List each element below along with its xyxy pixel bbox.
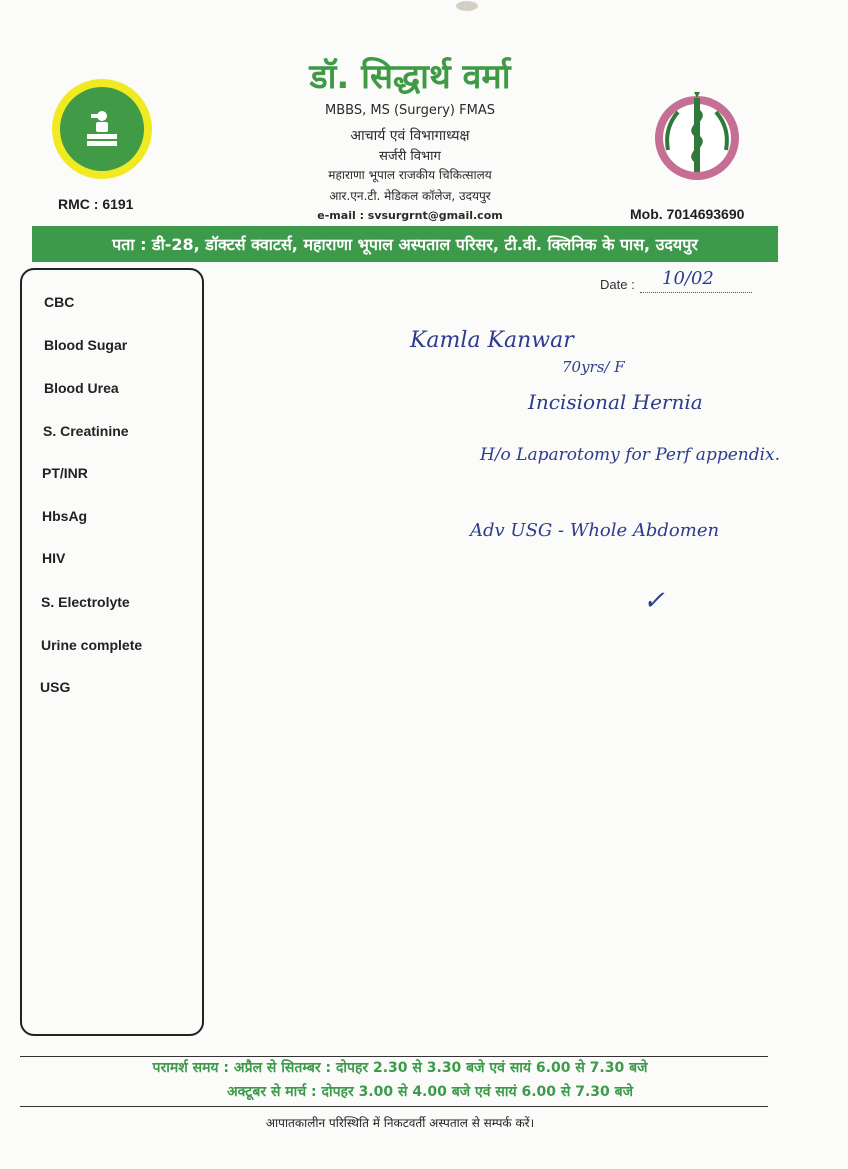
left-logo [52, 79, 152, 179]
test-item: CBC [44, 294, 75, 310]
test-item: Urine complete [41, 637, 143, 653]
hospital-name: महाराणा भूपाल राजकीय चिकित्सालय [328, 168, 492, 182]
patient-name: Kamla Kanwar [410, 328, 574, 353]
date-label: Date : [600, 277, 635, 292]
doctor-name: डॉ. सिद्धार्थ वर्मा [309, 57, 511, 97]
college-name: आर.एन.टी. मेडिकल कॉलेज, उदयपुर [329, 189, 491, 203]
footer-top-rule [20, 1056, 768, 1057]
test-item: S. Creatinine [43, 423, 129, 439]
test-item: HbsAg [42, 508, 88, 524]
emergency-note: आपातकालीन परिस्थिति में निकटवर्ती अस्पताल से सम्पर्क करें। [265, 1116, 535, 1130]
diagnosis: Incisional Hernia [528, 390, 703, 414]
email: e-mail : svsurgrnt@gmail.com [317, 209, 503, 222]
designation: आचार्य एवं विभागाध्यक्ष [350, 128, 470, 144]
test-item: HIV [42, 550, 66, 566]
tests-box [20, 268, 204, 1036]
history: H/o Laparotomy for Perf appendix. [480, 445, 781, 465]
test-item: PT/INR [42, 465, 88, 481]
address-text: पता : डी-28, डॉक्टर्स क्वाटर्स, महाराणा भूपाल अस्पताल परिसर, टी.वी. क्लिनिक के पास, उदयपुर [112, 235, 698, 254]
date-value: 10/02 [662, 268, 714, 289]
signature-mark: ✓ [643, 586, 665, 616]
test-item: S. Electrolyte [41, 594, 130, 610]
consultation-hours-2: अक्टूबर से मार्च : दोपहर 3.00 से 4.00 बजे एवं सायं 6.00 से 7.30 बजे [226, 1084, 634, 1100]
degrees: MBBS, MS (Surgery) FMAS [325, 103, 495, 118]
rmc-number: RMC : 6191 [58, 196, 134, 212]
consultation-hours-1: परामर्श समय : अप्रैल से सितम्बर : दोपहर 2.30 से 3.30 बजे एवं सायं 6.00 से 7.30 बजे [152, 1060, 648, 1076]
department: सर्जरी विभाग [379, 149, 441, 164]
test-item: Blood Urea [44, 380, 119, 396]
caduceus-emblem-icon [650, 88, 745, 183]
address-band [32, 226, 778, 262]
test-item: USG [40, 679, 71, 695]
patient-age-sex: 70yrs/ F [562, 358, 625, 376]
footer-bottom-rule [20, 1106, 768, 1107]
surgeon-emblem-icon [60, 87, 144, 171]
stain-mark [454, 0, 480, 12]
mobile-number: Mob. 7014693690 [630, 206, 745, 222]
test-item: Blood Sugar [44, 337, 128, 353]
advice: Adv USG - Whole Abdomen [470, 520, 720, 541]
